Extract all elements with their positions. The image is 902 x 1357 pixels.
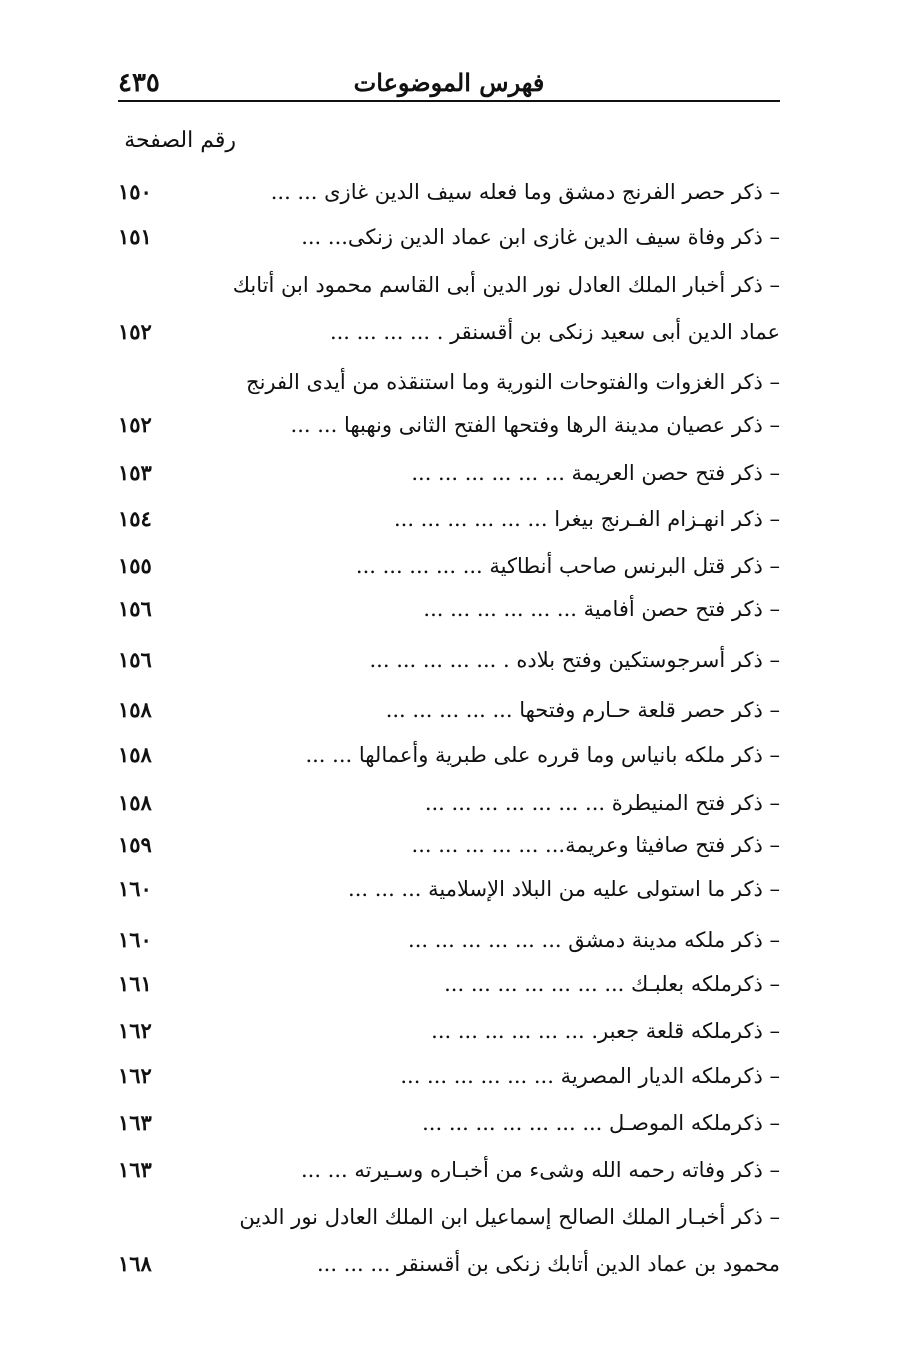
toc-entry-page: ١٥٨ — [118, 742, 152, 767]
toc-entry-title: محمود بن عماد الدين أتابك زنكى بن أقسنقر ... ... ... — [316, 1252, 780, 1276]
toc-entry — [118, 825, 780, 865]
toc-entry-title: – ذكر وفاة سيف الدين غازى ابن عماد الدين زنكى... ... — [301, 225, 780, 249]
toc-entry-title: عماد الدين أبى سعيد زنكى بن أقسنقر . ... ... ... ... — [329, 320, 780, 344]
toc-entry — [118, 172, 780, 212]
toc-entry-page: ١٦٠ — [118, 876, 152, 901]
toc-entry-page: ١٥٨ — [118, 697, 152, 722]
toc-entry — [118, 920, 780, 960]
toc-entry-title: – ذكر ملكه بانياس وما قرره على طبرية وأعمالها ... ... — [305, 743, 780, 767]
toc-entry-title: – ذكرملكه قلعة جعبر. ... ... ... ... ... ... — [431, 1019, 780, 1043]
toc-entry-page: ١٥٦ — [118, 596, 152, 621]
toc-entry-title: – ذكر فتح صافيثا وعريمة... ... ... ... ... ... — [411, 833, 780, 857]
toc-entry-title: – ذكر حصر قلعة حـارم وفتحها ... ... ... ... ... — [385, 698, 780, 722]
toc-entry — [118, 1056, 780, 1096]
toc-entry-page: ١٦٨ — [118, 1251, 152, 1276]
toc-entry-page: ١٥٩ — [118, 832, 152, 857]
toc-entry — [118, 265, 780, 305]
toc-entry-page: ١٥٨ — [118, 790, 152, 815]
toc-entry-page: ١٥٤ — [118, 506, 152, 531]
toc-entry — [118, 640, 780, 680]
toc-entry — [118, 690, 780, 730]
toc-entry — [118, 589, 780, 629]
toc-entry — [118, 783, 780, 823]
toc-entry-title: – ذكر فتح حصن العريمة ... ... ... ... ... ... — [411, 461, 780, 485]
toc-entry — [118, 312, 780, 352]
toc-entry-page: ١٥٢ — [118, 319, 152, 344]
toc-entry-title: – ذكر ما استولى عليه من البلاد الإسلامية ... ... ... — [348, 877, 780, 901]
toc-entry-title: – ذكر وفاته رحمه الله وشىء من أخبـاره وسـيرته ... ... — [300, 1158, 780, 1182]
toc-entry-title: – ذكرملكه الديار المصرية ... ... ... ... ... ... — [400, 1064, 780, 1088]
toc-entry-page: ١٥٢ — [118, 412, 152, 437]
toc-entry-title: – ذكر فتح المنيطرة ... ... ... ... ... ... ... — [424, 791, 780, 815]
toc-entry-title: – ذكر انهـزام الفـرنج بيغرا ... ... ... ... ... ... — [393, 507, 780, 531]
toc-entry — [118, 405, 780, 445]
page-column-label: رقم الصفحة — [124, 128, 236, 153]
toc-entry — [118, 362, 780, 402]
toc-entry-page: ١٦٣ — [118, 1157, 152, 1182]
toc-entry-title: – ذكرملكه بعلبـك ... ... ... ... ... ... ... — [444, 972, 780, 996]
toc-entry — [118, 546, 780, 586]
toc-entry — [118, 1197, 780, 1237]
toc-entry-page: ١٥٦ — [118, 647, 152, 672]
toc-entry-title: – ذكرملكه الموصـل ... ... ... ... ... ... ... — [422, 1111, 780, 1135]
toc-entry — [118, 964, 780, 1004]
toc-entry-title: – ذكر أخبار الملك العادل نور الدين أبى القاسم محمود ابن أتابك — [232, 273, 780, 297]
toc-entry-page: ١٦٢ — [118, 1018, 152, 1043]
toc-entry-page: ١٦٣ — [118, 1110, 152, 1135]
toc-entry-title: – ذكر قتل البرنس صاحب أنطاكية ... ... ... ... ... — [355, 554, 780, 578]
toc-entry-page: ١٥١ — [118, 224, 152, 249]
toc-entry-title: – ذكر عصيان مدينة الرها وفتحها الفتح الثانى ونهبها ... ... — [290, 413, 780, 437]
page-title: فهرس الموضوعات — [353, 68, 545, 97]
toc-entry — [118, 499, 780, 539]
toc-entry-title: – ذكر ملكه مدينة دمشق ... ... ... ... ... ... — [408, 928, 780, 952]
toc-entry-page: ١٥٠ — [118, 179, 152, 204]
toc-entry-title: – ذكر أسرجوستكين وفتح بلاده . ... ... ... ... ... — [369, 648, 780, 672]
toc-entry — [118, 1244, 780, 1284]
toc-entry — [118, 1011, 780, 1051]
toc-entry — [118, 1103, 780, 1143]
toc-entry-page: ١٦٠ — [118, 927, 152, 952]
toc-entry-title: – ذكر الغزوات والفتوحات النورية وما استنقذه من أيدى الفرنج — [246, 370, 780, 394]
toc-entry-title: – ذكر فتح حصن أفامية ... ... ... ... ... ... — [423, 597, 780, 621]
toc-entry — [118, 869, 780, 909]
toc-entry-page: ١٥٥ — [118, 553, 152, 578]
toc-entry — [118, 735, 780, 775]
toc-entry-title: – ذكر أخبـار الملك الصالح إسماعيل ابن الملك العادل نور الدين — [239, 1205, 780, 1229]
toc-entry — [118, 453, 780, 493]
toc-entry — [118, 217, 780, 257]
page-number: ٤٣٥ — [118, 68, 160, 98]
toc-entry-page: ١٦١ — [118, 971, 152, 996]
toc-entry — [118, 1150, 780, 1190]
toc-entry-page: ١٦٢ — [118, 1063, 152, 1088]
toc-entry-page: ١٥٣ — [118, 460, 152, 485]
toc-entry-title: – ذكر حصر الفرنج دمشق وما فعله سيف الدين غازى ... ... — [270, 180, 780, 204]
